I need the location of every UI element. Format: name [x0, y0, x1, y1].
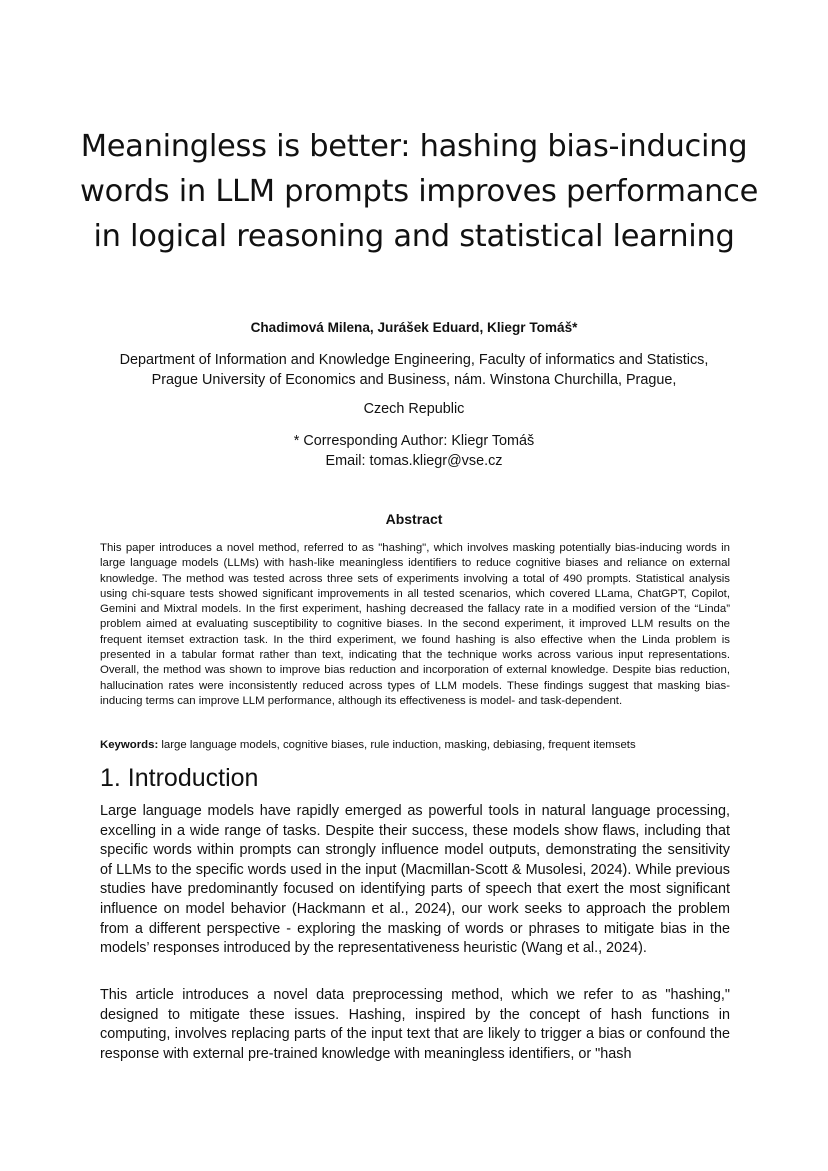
affiliation-line: Department of Information and Knowledge Engineering, Faculty of informatics and Statistics,: [119, 352, 709, 368]
abstract-text: This paper introduces a novel method, referred to as "hashing", which involves masking potentially bias-inducing words in large language models (LLMs) with hash-like meaningless identifiers to reduce cognitive biases and reliance on external knowledge. The method was tested across three sets of experiments involving a total of 490 prompts. Statistical analysis using chi-square tests showed significant improvements in all tested scenarios, which covered LLama, ChatGPT, Copilot, Gemini and Mixtral models. In the first experiment, hashing decreased the fallacy rate in a modified version of the “Linda” problem aimed at evaluating susceptibility to cognitive biases. In the second experiment, it improved LLM results on the frequent itemset extraction task. In the third experiment, we found hashing is also effective when the Linda problem is presented in a tabular format rather than text, indicating that the technique works across various input representations. Overall, the method was shown to improve bias reduction and incorporation of external knowledge. Despite bias reduction, hallucination rates were inconsistently reduced across types of LLM models. These findings suggest that masking bias-inducing terms can improve LLM performance, although its effectiveness is model- and task-dependent.: [100, 542, 730, 707]
title-line: Meaningless is better: hashing bias-inducing: [80, 129, 748, 164]
keywords-list: large language models, cognitive biases, rule induction, masking, debiasing, frequent itemsets: [158, 739, 636, 751]
corresponding-author-block: [100, 431, 728, 471]
paper-title: [80, 124, 759, 259]
title-line: words in LLM prompts improves performance: [80, 174, 759, 209]
abstract-heading: Abstract: [385, 511, 443, 527]
corresponding-author: * Corresponding Author: Kliegr Tomáš: [293, 433, 535, 449]
author-email: Email: tomas.kliegr@vse.cz: [325, 453, 503, 469]
author-list: Chadimová Milena, Jurášek Eduard, Kliegr Tomáš*: [250, 320, 578, 335]
affiliation-country: Czech Republic: [363, 401, 465, 417]
intro-paragraph: Large language models have rapidly emerged as powerful tools in natural language processing, excelling in a wide range of tasks. Despite their success, these models show flaws, including that specific words within prompts can strongly influence model outputs, demonstrating the sensitivity of LLMs to the specific words used in the input (Macmillan-Scott & Musolesi, 2024). While previous studies have predominantly focused on identifying parts of speech that exert the most significant influence on model behavior (Hackmann et al., 2024), our work seeks to approach the problem from a different perspective - exploring the masking of words or phrases to mitigate bias in the models’ responses introduced by the representativeness heuristic (Wang et al., 2024).: [100, 803, 730, 957]
affiliation: [90, 350, 738, 390]
keywords-label: Keywords:: [100, 739, 159, 751]
section-heading-introduction: 1. Introduction: [100, 764, 259, 792]
affiliation-line: Prague University of Economics and Business, nám. Winstona Churchilla, Prague,: [151, 372, 677, 388]
title-line: in logical reasoning and statistical learning: [93, 219, 735, 254]
keywords-line: [100, 739, 730, 751]
intro-paragraph: This article introduces a novel data preprocessing method, which we refer to as "hashing," designed to mitigate these issues. Hashing, inspired by the concept of hash functions in computing, involves replacing parts of the input text that are likely to trigger a bias or confound the response with external pre-trained knowledge with meaningless identifiers, or "hash: [100, 987, 730, 1062]
